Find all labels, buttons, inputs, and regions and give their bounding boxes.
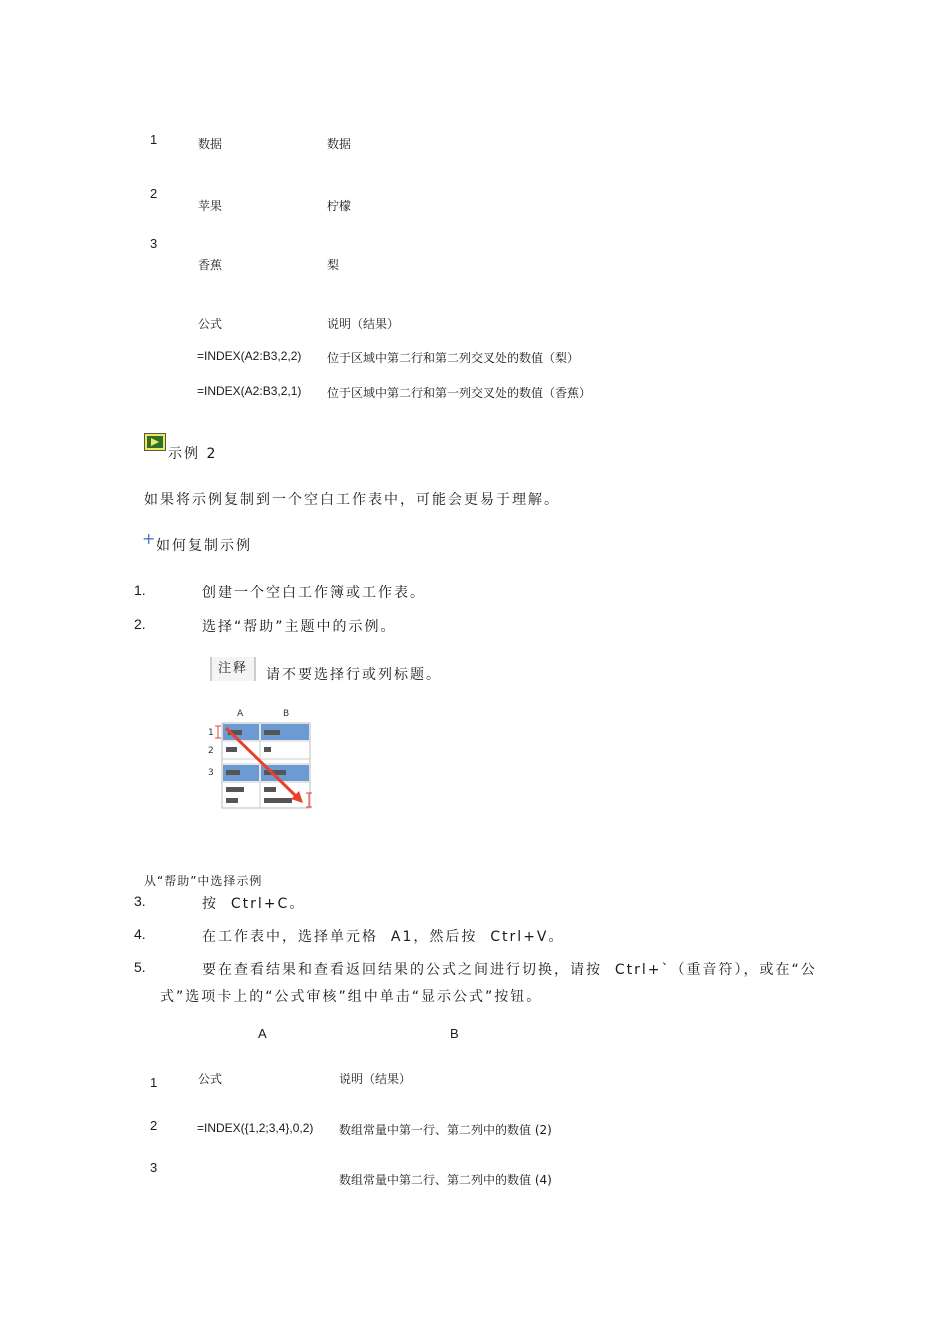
table2-cell-a1: 公式 — [198, 1072, 223, 1086]
cell-a3: 香蕉 — [198, 258, 223, 272]
description-1: 位于区域中第二行和第二列交叉处的数值（梨） — [327, 351, 580, 365]
row-number-2: 2 — [150, 186, 158, 201]
step-5-text: 要在查看结果和查看返回结果的公式之间进行切换，请按 Ctrl+`（重音符），或在“公 — [202, 962, 817, 978]
note-text: 请不要选择行或列标题。 — [266, 667, 442, 683]
step-2-text: 选择“帮助”主题中的示例。 — [202, 619, 397, 635]
step-5-text-continued: 式”选项卡上的“公式审核”组中单击“显示公式”按钮。 — [160, 989, 543, 1005]
formula-2: =INDEX(A2:B3,2,1) — [197, 384, 302, 398]
plus-icon[interactable]: + — [142, 529, 156, 548]
step-5-number: 5. — [134, 959, 146, 975]
description-2: 位于区域中第二行和第一列交叉处的数值（香蕉） — [327, 386, 592, 400]
figure-caption: 从“帮助”中选择示例 — [144, 874, 263, 888]
table2-row-number-3: 3 — [150, 1160, 158, 1175]
row-number-3: 3 — [150, 236, 158, 251]
note-label: 注释 — [210, 657, 256, 681]
example-icon — [144, 433, 166, 451]
step-1-number: 1. — [134, 582, 146, 598]
step-3-number: 3. — [134, 893, 146, 909]
figure-col-b: B — [283, 709, 290, 719]
row-number-1: 1 — [150, 132, 158, 147]
example-2-title: 示例 2 — [168, 446, 218, 462]
figure-row-1: 1 — [208, 728, 214, 738]
table2-cell-a2: =INDEX({1,2;3,4},0,2) — [197, 1121, 314, 1135]
cell-a1: 数据 — [198, 137, 223, 151]
step-4-text: 在工作表中，选择单元格 A1，然后按 Ctrl+V。 — [202, 929, 565, 945]
table2-row-number-2: 2 — [150, 1118, 158, 1133]
figure-row-2: 2 — [208, 746, 214, 756]
cell-b2: 柠檬 — [327, 199, 352, 213]
cell-b3: 梨 — [327, 258, 340, 272]
step-4-number: 4. — [134, 926, 146, 942]
table2-cell-b2: 数组常量中第一行、第二列中的数值 (2) — [339, 1123, 552, 1137]
figure-row-3: 3 — [208, 768, 214, 778]
table2-row-number-1: 1 — [150, 1075, 158, 1090]
cell-a2: 苹果 — [198, 199, 223, 213]
step-3-text: 按 Ctrl+C。 — [202, 896, 306, 912]
example-intro: 如果将示例复制到一个空白工作表中，可能会更易于理解。 — [144, 492, 560, 508]
select-example-figure — [200, 704, 320, 820]
table2-cell-b1: 说明（结果） — [339, 1072, 412, 1086]
formula-header: 公式 — [198, 317, 223, 331]
formula-1: =INDEX(A2:B3,2,2) — [197, 349, 302, 363]
table2-col-a: A — [258, 1026, 267, 1041]
description-header: 说明（结果） — [327, 317, 400, 331]
step-1-text: 创建一个空白工作簿或工作表。 — [202, 585, 426, 601]
how-to-copy-link[interactable]: 如何复制示例 — [156, 538, 252, 554]
cell-b1: 数据 — [327, 137, 352, 151]
table2-col-b: B — [450, 1026, 459, 1041]
table2-cell-b3: 数组常量中第二行、第二列中的数值 (4) — [339, 1173, 552, 1187]
step-2-number: 2. — [134, 616, 146, 632]
figure-col-a: A — [237, 709, 244, 719]
